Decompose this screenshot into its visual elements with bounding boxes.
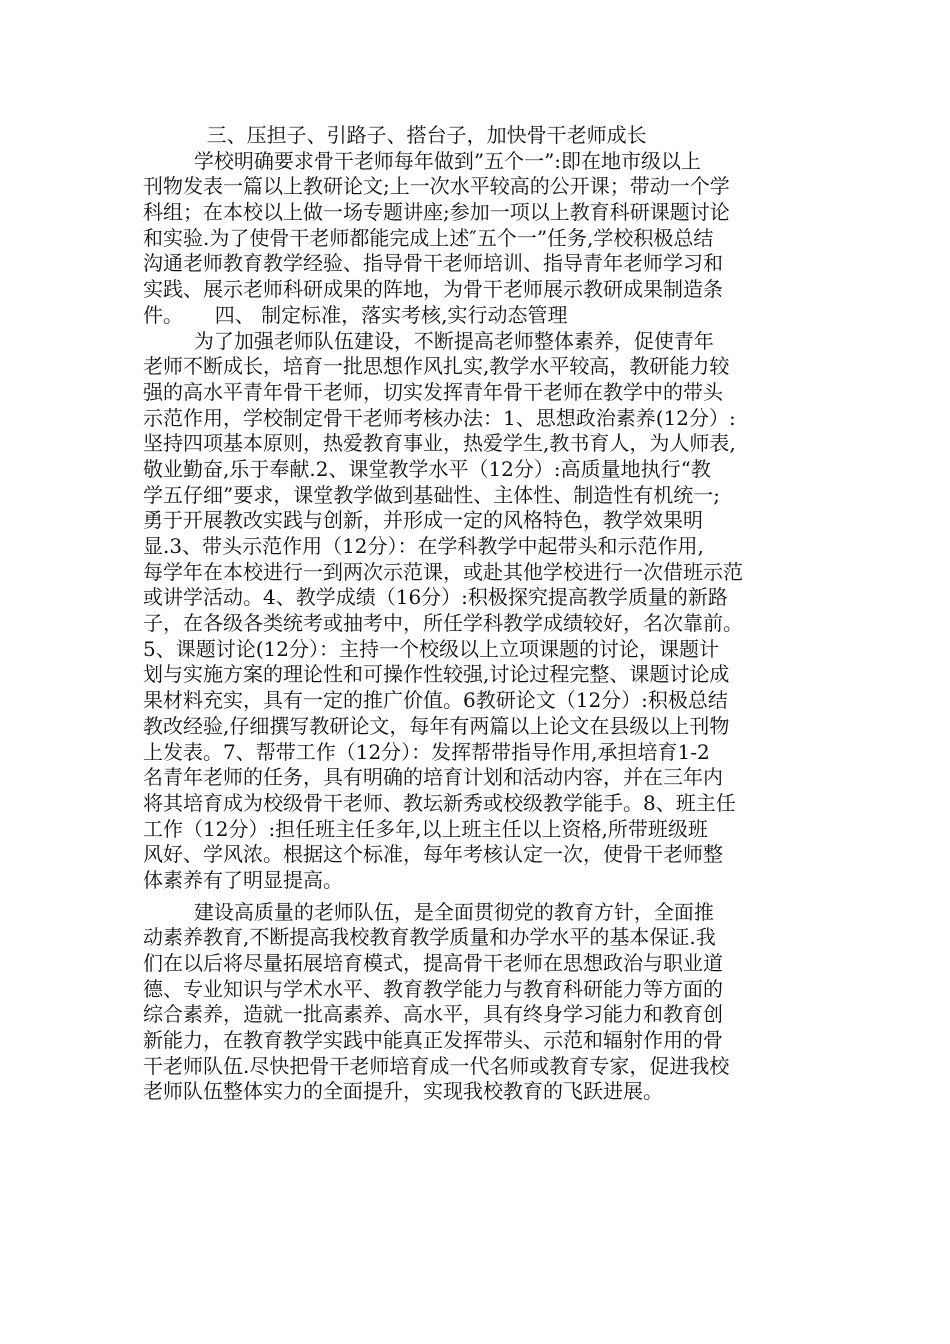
text-line: 学五仔细”要求，课堂教学做到基础性、主体性、制造性有机统一; (143, 482, 720, 507)
text-line: 件。 四、 制定标准，落实考核,实行动态管理 (143, 302, 568, 327)
text-line: 学校明确要求骨干老师每年做到”五个一”:即在地市级以上 (143, 148, 702, 173)
text-line: 坚持四项基本原则，热爱教育事业，热爱学生,教书育人，为人师表, (143, 431, 736, 456)
section-4-paragraph (143, 329, 833, 894)
text-line: 新能力，在教育教学实践中能真正发挥带头、示范和辐射作用的骨 (143, 1028, 723, 1053)
text-line: 勇于开展教改实践与创新，并形成一定的风格特色，教学效果明 (143, 508, 703, 533)
text-line: 显.3、带头示范作用（12分）：在学科教学中起带头和示范作用, (143, 534, 704, 558)
text-line: 动素养教育,不断提高我校教育教学质量和办学水平的基本保证.我 (143, 925, 716, 950)
text-line: 为了加强老师队伍建设，不断提高老师整体素养，促使青年 (143, 328, 714, 353)
text-line: 风好、学风浓。根据这个标准，每年考核认定一次，使骨干老师整 (143, 842, 723, 867)
text-line: 工作（12分）:担任班主任多年,以上班主任以上资格,所带班级班 (143, 816, 708, 841)
text-line: 沟通老师教育教学经验、指导骨干老师培训、指导青年老师学习和 (143, 251, 723, 276)
text-line: 敬业勤奋,乐于奉献.2、课堂教学水平（12分）:高质量地执行“教 (143, 456, 711, 481)
section-5-paragraph (143, 900, 833, 1106)
text-line: 5、课题讨论(12分）：主持一个校级以上立项课题的讨论，课题计 (143, 636, 719, 661)
text-line: 们在以后将尽量拓展培育模式，提高骨干老师在思想政治与职业道 (143, 951, 723, 975)
text-line: 每学年在本校进行一到两次示范课，或赴其他学校进行一次借班示范 (143, 559, 743, 584)
section-3-paragraph (143, 123, 833, 329)
text-line: 综合素养，造就一批高素养、高水平，具有终身学习能力和教育创 (143, 1002, 723, 1027)
text-line: 名青年老师的任务，具有明确的培育计划和活动内容，并在三年内 (143, 765, 723, 790)
text-line: 刊物发表一篇以上教研论文;上一次水平较高的公开课；带动一个学 (143, 174, 730, 199)
text-line: 干老师队伍.尽快把骨干老师培育成一代名师或教育专家，促进我校 (143, 1053, 730, 1078)
text-line: 建设高质量的老师队伍，是全面贯彻党的教育方针，全面推 (143, 899, 714, 924)
text-line: 将其培育成为校级骨干老师、教坛新秀或校级教学能手。8、班主任 (143, 790, 736, 815)
text-line: 或讲学活动。4、教学成绩（16分）:积极探究提高教学质量的新路 (143, 585, 728, 610)
text-line: 上发表。7、帮带工作（12分）：发挥帮带指导作用,承担培育1-2 (143, 739, 710, 764)
document-body (143, 123, 833, 1105)
text-line: 果材料充实，具有一定的推广价值。6教研论文（12分）:积极总结 (143, 688, 728, 713)
text-line: 强的高水平青年骨干老师，切实发挥青年骨干老师在教学中的带头 (143, 379, 723, 404)
text-line: 实践、展示老师科研成果的阵地，为骨干老师展示教研成果制造条 (143, 277, 723, 302)
text-line: 老师队伍整体实力的全面提升，实现我校教育的飞跃进展。 (143, 1079, 663, 1104)
text-line: 和实验.为了使骨干老师都能完成上述″五个一”任务,学校积极总结 (143, 225, 714, 250)
text-line: 教改经验,仔细撰写教研论文，每年有两篇以上论文在县级以上刊物 (143, 713, 730, 738)
text-line: 老师不断成长，培育一批思想作风扎实,教学水平较高，教研能力较 (143, 354, 730, 379)
text-line: 三、压担子、引路子、搭台子，加快骨干老师成长 (143, 123, 647, 147)
text-line: 德、专业知识与学术水平、教育教学能力与教育科研能力等方面的 (143, 976, 723, 1001)
text-line: 体素养有了明显提高。 (143, 867, 343, 892)
text-line: 划与实施方案的理论性和可操作性较强,讨论过程完整、课题讨论成 (143, 662, 730, 687)
text-line: 示范作用，学校制定骨干老师考核办法：1、思想政治素养(12分）: (143, 405, 736, 430)
text-line: 科组；在本校以上做一场专题讲座;参加一项以上教育科研课题讨论 (143, 200, 730, 225)
text-line: 子，在各级各类统考或抽考中，所任学科教学成绩较好，名次靠前。 (143, 611, 743, 636)
